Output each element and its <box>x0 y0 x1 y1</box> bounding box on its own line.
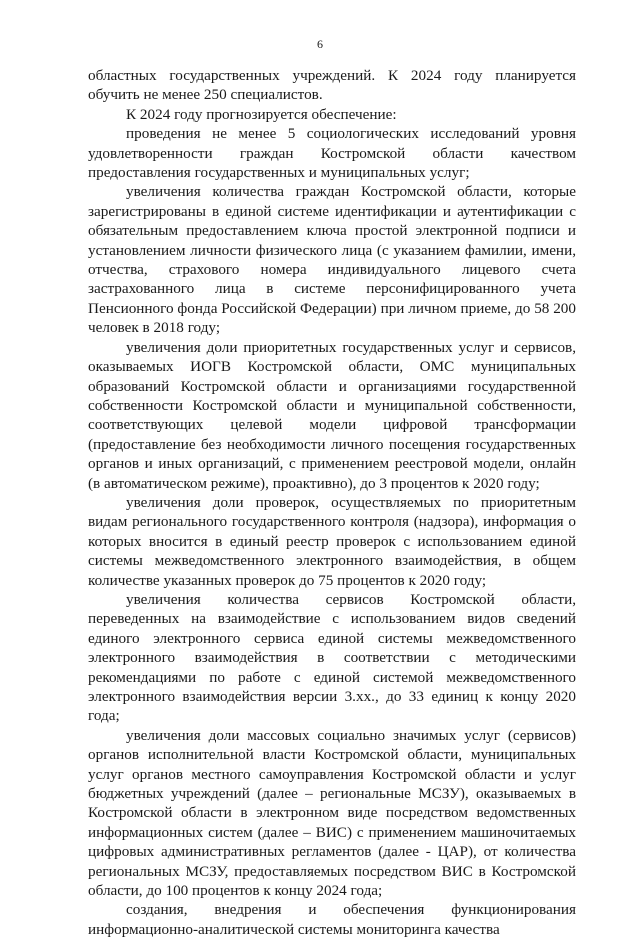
paragraph: увеличения доли массовых социально значимых услуг (сервисов) органов исполнительной власти Костромской области, муниципальных услуг органов местного самоуправления Костромской области и услуг бюджетных учреждений (далее – региональные МСЗУ), оказываемых в Костромской области в электронном виде посредством ведомственных информационных систем (далее – ВИС) с применением машиночитаемых цифровых административных регламентов (далее - ЦАР), от количества региональных МСЗУ, предоставляемых посредством ВИС в Костромской области, до 100 процентов к концу 2024 года; <box>88 726 576 900</box>
document-body <box>88 66 576 939</box>
paragraph: увеличения доли приоритетных государственных услуг и сервисов, оказываемых ИОГВ Костромской области, ОМС муниципальных образований Костромской области и организациями государственной собственности Костромской области и муниципальной собственности, соответствующих целевой модели цифровой трансформации (предоставление без необходимости личного посещения государственных органов и иных организаций, с применением реестровой модели, онлайн (в автоматическом режиме), проактивно), до 3 процентов к 2020 году; <box>88 338 576 492</box>
paragraph: проведения не менее 5 социологических исследований уровня удовлетворенности граждан Костромской области качеством предоставления государственных и муниципальных услуг; <box>88 125 576 182</box>
paragraph: областных государственных учреждений. К 2024 году планируется обучить не менее 250 специалистов. <box>88 67 576 104</box>
page-number: 6 <box>317 37 323 51</box>
paragraph: увеличения количества сервисов Костромской области, переведенных на взаимодействие с использованием видов сведений единого электронного сервиса единой системы межведомственного электронного взаимодействия в соответствии с методическими рекомендациями по работе с единой системой межведомственного электронного взаимодействия версии 3.xx., до 33 единиц к концу 2020 года; <box>88 590 576 725</box>
paragraph: К 2024 году прогнозируется обеспечение: <box>126 105 397 123</box>
paragraph: увеличения доли проверок, осуществляемых по приоритетным видам регионального государственного контроля (надзора), информация о которых вносится в единый реестр проверок с использованием единой системы межведомственного электронного взаимодействия, в общем количестве указанных проверок до 75 процентов к 2020 году; <box>88 493 576 589</box>
paragraph: создания, внедрения и обеспечения функционирования информационно-аналитической системы мониторинга качества <box>88 901 576 938</box>
paragraph: увеличения количества граждан Костромской области, которые зарегистрированы в единой системе идентификации и аутентификации с обязательным предоставлением ключа простой электронной подписи и установлением личности физического лица (с указанием фамилии, имени, отчества, страхового номера индивидуального лицевого счета застрахованного лица в системе персонифицированного учета Пенсионного фонда Российской Федерации) при личном приеме, до 58 200 человек в 2018 году; <box>88 183 576 337</box>
